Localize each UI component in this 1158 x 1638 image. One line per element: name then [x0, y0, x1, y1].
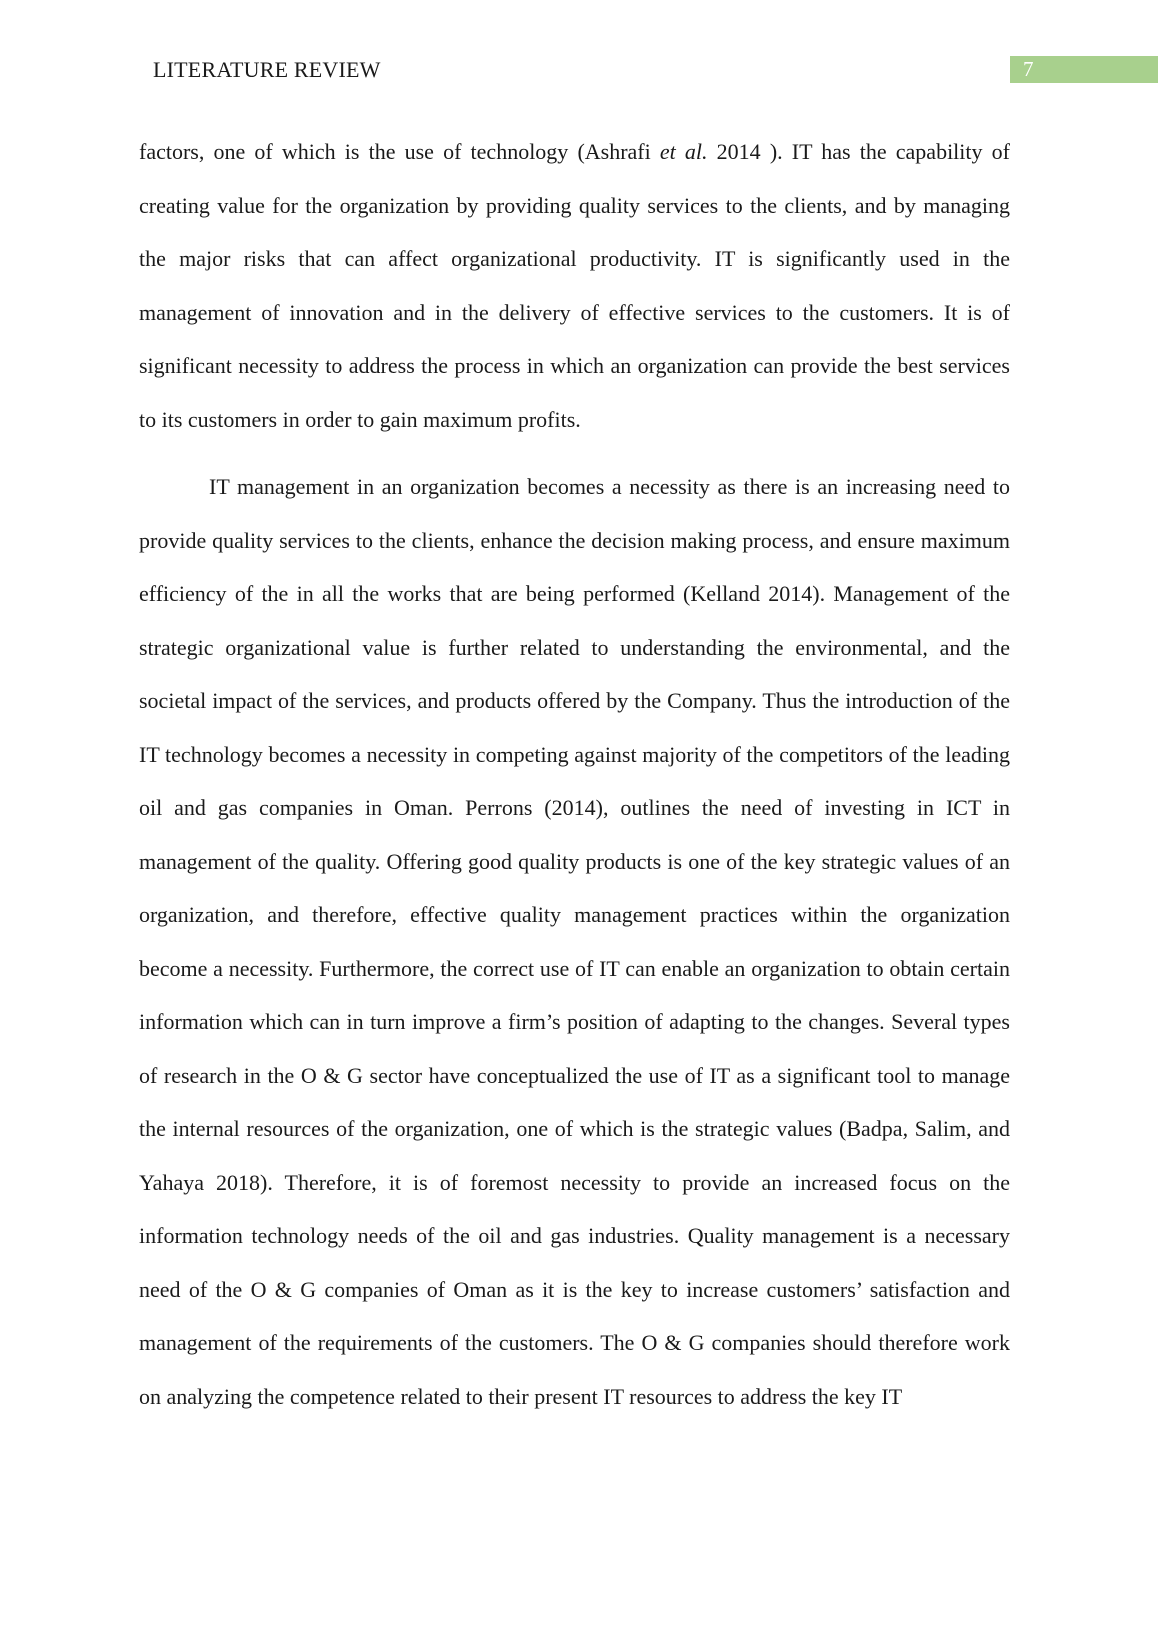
paragraph-1-citation-italic: et al.	[659, 139, 708, 164]
page-number-badge	[1010, 56, 1158, 83]
paragraph-2: IT management in an organization becomes a necessity as there is an increasing need to provide quality services to the clients, enhance the decision making process, and ensure maximum efficiency of the in all the works that are being performed (Kelland 2014). Management of the strategic organizational value is further related to understanding the environmental, and the societal impact of the services, and products offered by the Company. Thus the introduction of the IT technology becomes a necessity in competing against majority of the competitors of the leading oil and gas companies in Oman. Perrons (2014), outlines the need of investing in ICT in management of the quality. Offering good quality products is one of the key strategic values of an organization, and therefore, effective quality management practices within the organization become a necessity. Furthermore, the correct use of IT can enable an organization to obtain certain information which can in turn improve a firm’s position of adapting to the changes. Several types of research in the O & G sector have conceptualized the use of IT as a significant tool to manage the internal resources of the organization, one of which is the strategic values (Badpa, Salim, and Yahaya 2018). Therefore, it is of foremost necessity to provide an increased focus on the information technology needs of the oil and gas industries. Quality management is a necessary need of the O & G companies of Oman as it is the key to increase customers’ satisfaction and management of the requirements of the customers. The O & G companies should therefore work on analyzing the competence related to their present IT resources to address the key IT	[139, 474, 1010, 1409]
paragraph-1-text-b: 2014 ). IT has the capability of creating value for the organization by providing quality services to the clients, and by managing the major risks that can affect organizational productivity. IT is significantly used in the management of innovation and in the delivery of effective services to the customers. It is of significant necessity to address the process in which an organization can provide the best services to its customers in order to gain maximum profits.	[139, 139, 1010, 432]
document-body	[139, 125, 1010, 1423]
running-header-title: LITERATURE REVIEW	[153, 57, 381, 82]
page-number: 7	[1023, 57, 1034, 81]
paragraph-1-text-a: factors, one of which is the use of technology (Ashrafi	[139, 139, 660, 164]
paragraph-1	[139, 125, 1010, 446]
